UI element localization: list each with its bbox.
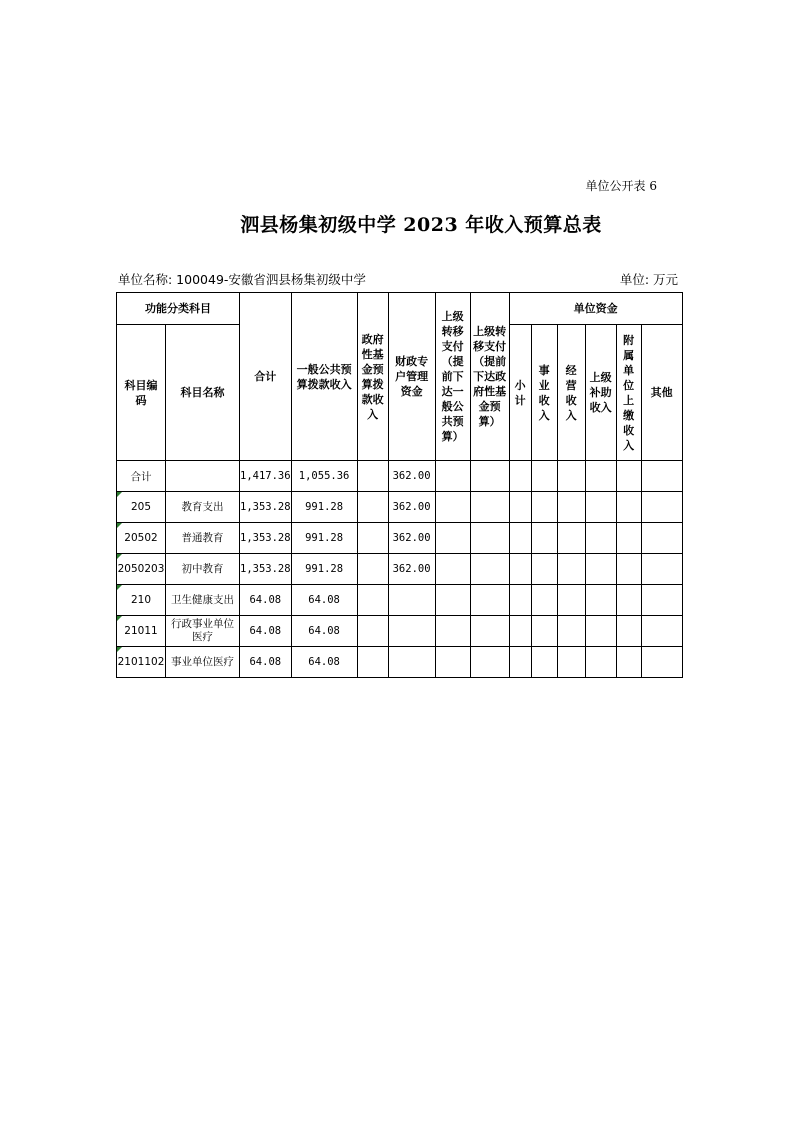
cell-general: 991.28	[291, 523, 357, 554]
cell-name: 普通教育	[166, 523, 240, 554]
cell-empty	[435, 523, 470, 554]
cell-empty	[616, 616, 641, 647]
header-transfer-general: 上级转移支付（提前下达一般公共预算）	[435, 293, 470, 461]
cell-empty	[470, 554, 509, 585]
cell-empty	[557, 585, 585, 616]
cell-empty	[557, 461, 585, 492]
page-title: 泗县杨集初级中学 2023 年收入预算总表	[240, 214, 602, 236]
cell-empty	[435, 616, 470, 647]
cell-fund	[357, 461, 388, 492]
header-general: 一般公共预算拨款收入	[291, 293, 357, 461]
cell-total: 1,353.28	[240, 554, 292, 585]
cell-empty	[531, 647, 557, 678]
cell-special: 362.00	[388, 523, 435, 554]
cell-empty	[557, 492, 585, 523]
cell-empty	[585, 647, 616, 678]
cell-empty	[470, 585, 509, 616]
cell-code: 2050203	[117, 554, 166, 585]
cell-fund	[357, 523, 388, 554]
cell-general: 991.28	[291, 492, 357, 523]
cell-code: 2101102	[117, 647, 166, 678]
cell-empty	[616, 554, 641, 585]
header-transfer-fund: 上级转移支付（提前下达政府性基金预算）	[470, 293, 509, 461]
cell-empty	[531, 461, 557, 492]
header-other: 其他	[641, 325, 682, 461]
cell-empty	[509, 492, 531, 523]
cell-empty	[585, 585, 616, 616]
header-func-group: 功能分类科目	[117, 293, 240, 325]
cell-empty	[531, 585, 557, 616]
cell-empty	[435, 461, 470, 492]
cell-total: 1,417.36	[240, 461, 292, 492]
cell-empty	[531, 616, 557, 647]
cell-empty	[616, 461, 641, 492]
cell-name: 行政事业单位医疗	[166, 616, 240, 647]
table-row	[117, 585, 683, 616]
cell-empty	[435, 647, 470, 678]
cell-fund	[357, 554, 388, 585]
cell-general: 991.28	[291, 554, 357, 585]
cell-special: 362.00	[388, 554, 435, 585]
cell-empty	[509, 461, 531, 492]
cell-empty	[470, 647, 509, 678]
cell-empty	[641, 585, 682, 616]
budget-table	[116, 292, 683, 678]
cell-empty	[470, 492, 509, 523]
header-subsidy: 上级补助收入	[585, 325, 616, 461]
cell-empty	[557, 554, 585, 585]
cell-empty	[509, 585, 531, 616]
cell-special	[388, 616, 435, 647]
cell-empty	[616, 492, 641, 523]
cell-code: 21011	[117, 616, 166, 647]
table-row	[117, 461, 683, 492]
cell-total: 1,353.28	[240, 523, 292, 554]
header-unit-funds: 单位资金	[509, 293, 682, 325]
cell-empty	[435, 585, 470, 616]
cell-code: 合计	[117, 461, 166, 492]
cell-empty	[641, 492, 682, 523]
cell-general: 64.08	[291, 585, 357, 616]
table-row	[117, 616, 683, 647]
cell-total: 64.08	[240, 585, 292, 616]
cell-empty	[641, 461, 682, 492]
cell-empty	[585, 492, 616, 523]
header-name: 科目名称	[166, 325, 240, 461]
cell-fund	[357, 492, 388, 523]
cell-fund	[357, 585, 388, 616]
form-number: 单位公开表 6	[585, 179, 657, 193]
cell-name: 事业单位医疗	[166, 647, 240, 678]
cell-empty	[509, 523, 531, 554]
cell-empty	[641, 523, 682, 554]
table-row	[117, 523, 683, 554]
cell-name: 卫生健康支出	[166, 585, 240, 616]
cell-code: 205	[117, 492, 166, 523]
cell-empty	[616, 585, 641, 616]
cell-empty	[585, 554, 616, 585]
cell-total: 64.08	[240, 647, 292, 678]
cell-fund	[357, 616, 388, 647]
header-code: 科目编码	[117, 325, 166, 461]
cell-empty	[616, 523, 641, 554]
cell-empty	[616, 647, 641, 678]
table-row	[117, 492, 683, 523]
table-row	[117, 647, 683, 678]
cell-fund	[357, 647, 388, 678]
cell-empty	[509, 554, 531, 585]
cell-empty	[641, 554, 682, 585]
cell-special: 362.00	[388, 461, 435, 492]
cell-name: 初中教育	[166, 554, 240, 585]
cell-empty	[470, 523, 509, 554]
cell-empty	[557, 647, 585, 678]
currency-unit-label: 单位: 万元	[619, 272, 678, 287]
cell-empty	[470, 616, 509, 647]
header-business: 事业收入	[531, 325, 557, 461]
header-operating: 经营收入	[557, 325, 585, 461]
cell-code: 210	[117, 585, 166, 616]
cell-general: 1,055.36	[291, 461, 357, 492]
table-row	[117, 554, 683, 585]
cell-total: 64.08	[240, 616, 292, 647]
cell-empty	[585, 616, 616, 647]
header-special: 财政专户管理资金	[388, 293, 435, 461]
cell-empty	[531, 492, 557, 523]
cell-code: 20502	[117, 523, 166, 554]
cell-name	[166, 461, 240, 492]
header-fund: 政府性基金预算拨款收入	[357, 293, 388, 461]
cell-empty	[641, 647, 682, 678]
cell-empty	[435, 554, 470, 585]
cell-general: 64.08	[291, 647, 357, 678]
cell-empty	[557, 616, 585, 647]
cell-empty	[531, 554, 557, 585]
cell-empty	[470, 461, 509, 492]
cell-name: 教育支出	[166, 492, 240, 523]
cell-total: 1,353.28	[240, 492, 292, 523]
cell-special: 362.00	[388, 492, 435, 523]
cell-empty	[435, 492, 470, 523]
cell-empty	[531, 523, 557, 554]
cell-empty	[641, 616, 682, 647]
cell-empty	[509, 647, 531, 678]
cell-empty	[509, 616, 531, 647]
cell-general: 64.08	[291, 616, 357, 647]
cell-empty	[557, 523, 585, 554]
cell-special	[388, 647, 435, 678]
unit-name-label: 单位名称: 100049-安徽省泗县杨集初级中学	[118, 272, 366, 287]
cell-empty	[585, 523, 616, 554]
cell-special	[388, 585, 435, 616]
cell-empty	[585, 461, 616, 492]
header-affiliated: 附属单位上缴收入	[616, 325, 641, 461]
header-total: 合计	[240, 293, 292, 461]
header-subtotal: 小计	[509, 325, 531, 461]
